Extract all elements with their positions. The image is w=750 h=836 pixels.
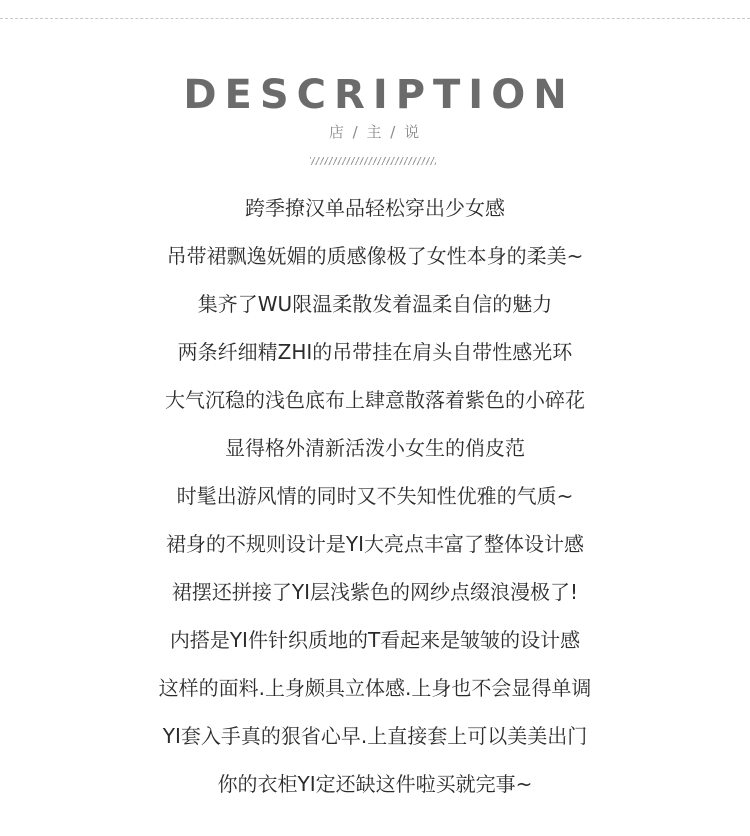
description-line: 内搭是YI件针织质地的T看起来是皱皱的设计感 xyxy=(169,628,581,652)
hatched-divider xyxy=(310,157,436,165)
description-line: 两条纤细精ZHI的吊带挂在肩头自带性感光环 xyxy=(177,340,573,364)
description-line: 集齐了WU限温柔散发着温柔自信的魅力 xyxy=(197,292,553,316)
description-line: 这样的面料.上身颇具立体感.上身也不会显得单调 xyxy=(158,676,592,700)
top-dashed-divider xyxy=(0,18,750,19)
section-title: DESCRIPTION xyxy=(183,72,575,118)
section-subtitle: 店 / 主 / 说 xyxy=(328,123,422,141)
description-line: 裙身的不规则设计是YI大亮点丰富了整体设计感 xyxy=(165,532,585,556)
description-line: 吊带裙飘逸妩媚的质感像极了女性本身的柔美~ xyxy=(166,244,584,268)
description-lines xyxy=(0,184,750,808)
description-line: 时髦出游风情的同时又不失知性优雅的气质~ xyxy=(176,484,574,508)
description-line: 你的衣柜YI定还缺这件啦买就完事~ xyxy=(217,772,533,796)
description-line: 大气沉稳的浅色底布上肆意散落着紫色的小碎花 xyxy=(165,388,585,412)
description-line: 显得格外清新活泼小女生的俏皮范 xyxy=(225,436,525,460)
description-line: YI套入手真的狠省心早.上直接套上可以美美出门 xyxy=(162,724,588,748)
description-line: 跨季撩汉单品轻松穿出少女感 xyxy=(245,196,505,220)
description-line: 裙摆还拼接了YI层浅紫色的网纱点缀浪漫极了! xyxy=(171,580,579,604)
